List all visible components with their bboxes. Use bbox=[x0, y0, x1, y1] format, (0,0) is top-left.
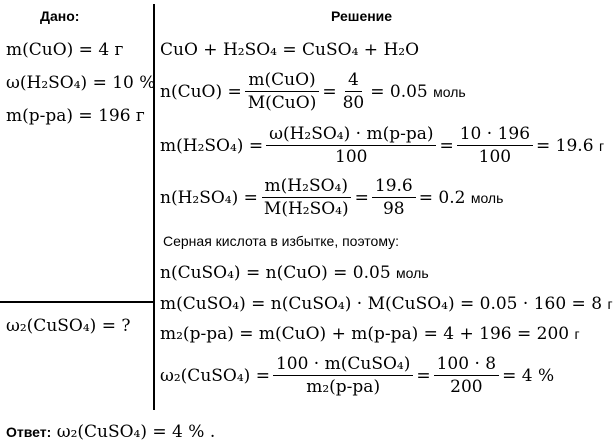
answer-line bbox=[6, 422, 215, 442]
horizontal-divider bbox=[0, 301, 155, 303]
fraction: $\frac{19.6}{98}$ bbox=[372, 176, 416, 219]
calc-omega2: ω₂(CuSO₄) = $\frac{\text{100 · m(CuSO₄)}}{\text{m₂(р-ра)}}$ = $\frac{100 \cdot 8}{200}$ = 4 % bbox=[160, 354, 555, 397]
solution-header: Решение bbox=[331, 8, 393, 24]
fraction: $\frac{4}{80}$ bbox=[342, 70, 365, 113]
given-header: Дано: bbox=[40, 8, 80, 24]
calc-n-cuo: n(CuO) = $\frac{\text{m(CuO)}}{\text{M(CuO)}}$ = $\frac{4}{80}$ = 0.05 моль bbox=[160, 70, 466, 113]
given-mass-fraction: ω(H₂SO₄) = 10 % bbox=[6, 73, 156, 93]
excess-note: Серная кислота в избытке, поэтому: bbox=[163, 233, 400, 249]
calc-n-h2so4: n(H₂SO₄) = $\frac{\text{m(H₂SO₄)}}{\text{M(H₂SO₄)}}$ = $\frac{19.6}{98}$ = 0.2 моль bbox=[160, 176, 504, 219]
calc-n-cuso4: n(CuSO₄) = n(CuO) = 0.05 моль bbox=[160, 263, 429, 283]
fraction: $\frac{100 \cdot 8}{200}$ bbox=[434, 354, 499, 397]
fraction: $\frac{\text{m(H₂SO₄)}}{\text{M(H₂SO₄)}}$ bbox=[261, 176, 352, 219]
given-solution-mass: m(р-ра) = 196 г bbox=[6, 106, 145, 126]
reaction-equation: CuO + H₂SO₄ = CuSO₄ + H₂O bbox=[160, 40, 420, 60]
given-mass-cuo: m(CuO) = 4 г bbox=[6, 40, 124, 60]
calc-m-h2so4: m(H₂SO₄) = $\frac{\text{ω(H₂SO₄) · m(р-ра)}}{100}$ = $\frac{10 \cdot 196}{100}$ = 19.6 г bbox=[160, 124, 605, 167]
fraction: $\frac{10 \cdot 196}{100}$ bbox=[457, 124, 533, 167]
answer-label: Ответ: bbox=[6, 424, 52, 440]
fraction: $\frac{\text{m(CuO)}}{\text{M(CuO)}}$ bbox=[245, 70, 320, 113]
answer-value: ω₂(CuSO₄) = 4 % . bbox=[56, 422, 216, 442]
vertical-divider bbox=[153, 4, 155, 410]
fraction: $\frac{\text{100 · m(CuSO₄)}}{\text{m₂(р-ра)}}$ bbox=[273, 354, 413, 397]
fraction: $\frac{\text{ω(H₂SO₄) · m(р-ра)}}{100}$ bbox=[266, 124, 436, 167]
find-quantity: ω₂(CuSO₄) = ? bbox=[6, 316, 131, 336]
calc-m-cuso4: m(CuSO₄) = n(CuSO₄) · M(CuSO₄) = 0.05 · 160 = 8 г bbox=[160, 294, 613, 314]
calc-m2-solution: m₂(р-ра) = m(CuO) + m(р-ра) = 4 + 196 = 200 г bbox=[160, 324, 580, 344]
